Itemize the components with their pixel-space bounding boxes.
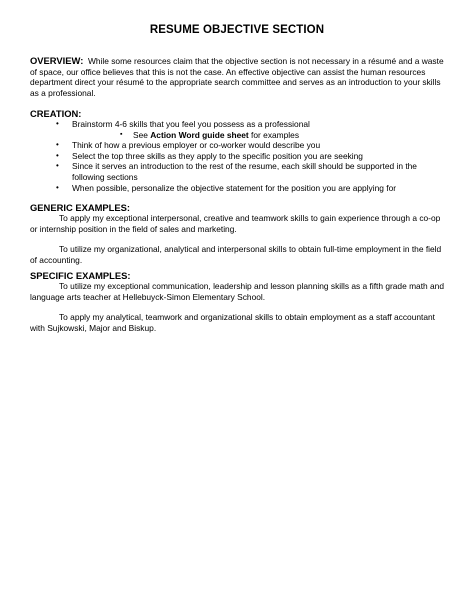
overview-section — [30, 56, 450, 98]
list-item — [30, 140, 450, 151]
overview-heading: OVERVIEW: — [30, 55, 84, 66]
list-item-text: Brainstorm 4-6 skills that you feel you possess as a professional — [72, 119, 310, 129]
specific-example-1: To utilize my exceptional communication, leadership and lesson planning skills as a fifth grade math and language arts teacher at Hellebuyck-Simon Elementary School. — [30, 281, 444, 302]
list-item — [30, 151, 450, 162]
bullet-icon: • — [56, 119, 59, 128]
creation-section — [30, 108, 450, 193]
page-title: RESUME OBJECTIVE SECTION — [149, 24, 325, 36]
generic-examples-section — [30, 202, 450, 265]
list-item — [30, 183, 450, 194]
bullet-icon: • — [56, 150, 59, 160]
list-item-text: Since it serves an introduction to the rest of the resume, each skill should be supported in the following sections — [72, 161, 417, 182]
list-item-sub — [30, 130, 450, 141]
specific-heading: SPECIFIC EXAMPLES: — [30, 270, 131, 281]
generic-heading: GENERIC EXAMPLES: — [30, 202, 131, 213]
sub-text-suffix: for examples — [248, 129, 300, 140]
overview-text: While some resources claim that the objective section is not necessary in a résumé and a waste of space, our office believes that this is not the case. An effective objective can assist the human resources department direct your résumé to the appropriate search committee and serves as an introduction to your skills as a professional. — [30, 56, 444, 98]
sub-text-prefix: See — [133, 129, 151, 140]
specific-example-2: To apply my analytical, teamwork and organizational skills to obtain employment as a staff accountant with Sujkowski, Major and Biskup. — [30, 312, 435, 333]
list-item-text: When possible, personalize the objective statement for the position you are applying for — [72, 182, 397, 193]
bullet-icon: • — [56, 182, 59, 192]
bullet-icon: • — [56, 140, 59, 150]
creation-list — [30, 119, 450, 193]
list-item — [30, 119, 450, 130]
creation-heading: CREATION: — [30, 108, 82, 119]
list-item — [30, 161, 450, 182]
square-bullet-icon: ▪ — [120, 130, 123, 138]
list-item-text: Think of how a previous employer or co-worker would describe you — [72, 140, 321, 151]
generic-example-2: To utilize my organizational, analytical and interpersonal skills to obtain full-time employment in the field of accounting. — [30, 244, 442, 265]
generic-example-1: To apply my exceptional interpersonal, creative and teamwork skills to gain experience through a co-op or internship position in the field of sales and marketing. — [30, 213, 441, 234]
bullet-icon: • — [56, 161, 59, 171]
specific-examples-section — [30, 270, 450, 333]
list-item-text: Select the top three skills as they apply to the specific position you are seeking — [72, 150, 363, 161]
sub-text-bold: Action Word guide sheet — [150, 129, 249, 140]
